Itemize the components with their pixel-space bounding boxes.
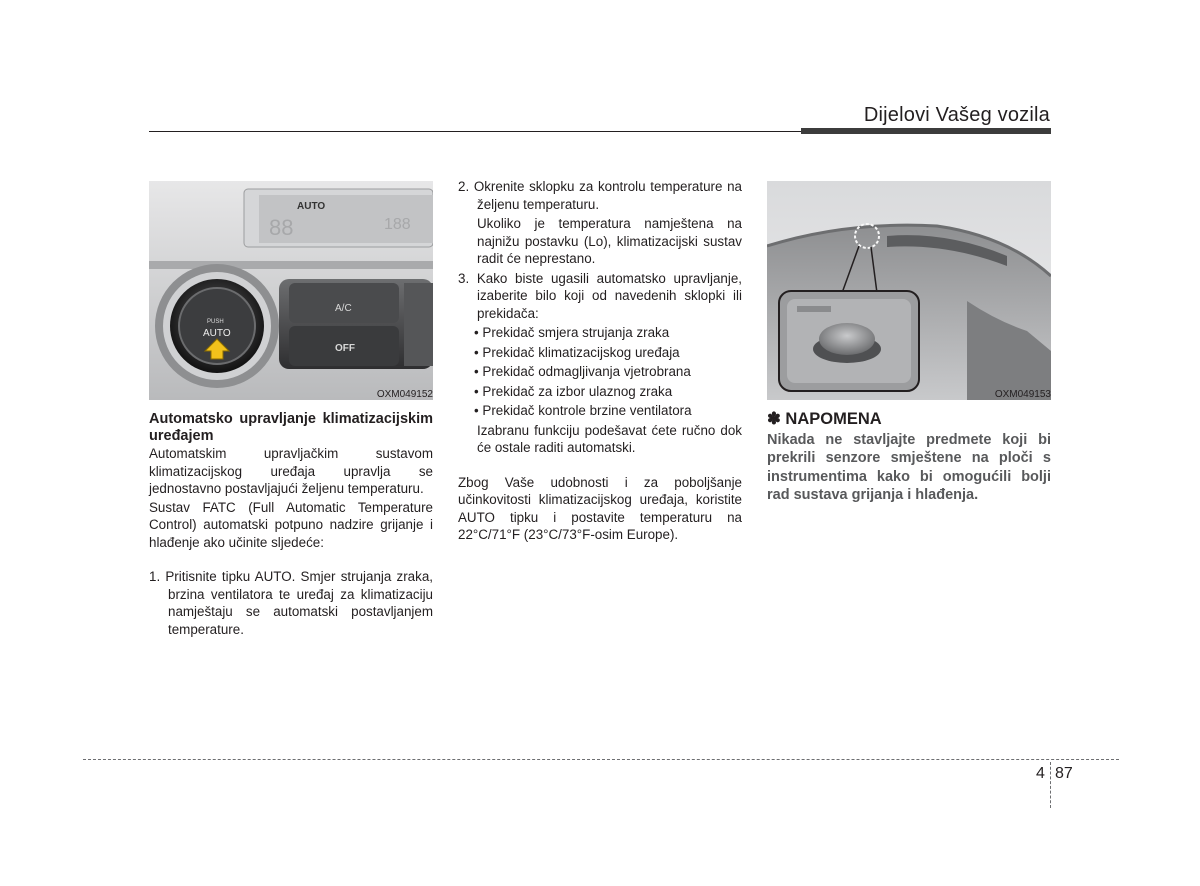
header-title: Dijelovi Vašeg vozila <box>863 104 1050 126</box>
step-1: 1. Pritisnite tipku AUTO. Smjer strujanja zraka, brzina ventilatora te uređaj za klimatizaciju namještaju se automatski postavljanjem temperature. <box>149 569 433 637</box>
ac-label: A/C <box>335 303 352 314</box>
list-item: • Prekidač smjera strujanja zraka <box>474 325 670 340</box>
list-item: • Prekidač odmagljivanja vjetrobrana <box>474 364 691 379</box>
chapter-number: 4 <box>1036 765 1045 782</box>
middle-final-paragraph: Zbog Vaše udobnosti i za poboljšanje učinkovitosti klimatizacijskog uređaja, koristite AUTO tipku i postavite temperaturu na 22°C/71°F (23°C/73°F-osim Europe). <box>458 474 742 542</box>
auto-button-label: AUTO <box>203 328 231 339</box>
step-2: 2. Okrenite sklopku za kontrolu temperature na željenu temperaturu. <box>458 179 742 212</box>
left-image-caption: OXM049152 <box>376 389 433 400</box>
list-item: • Prekidač klimatizacijskog uređaja <box>474 344 680 360</box>
bullets-after-text: Izabranu funkciju podešavat ćete ručno dok će ostale raditi automatski. <box>477 422 742 455</box>
footer-vertical-divider <box>1050 762 1051 808</box>
svg-text:88: 88 <box>269 215 294 240</box>
bullet-list <box>458 324 742 420</box>
display-auto-label: AUTO <box>297 201 326 212</box>
header-rule-thin <box>149 131 801 132</box>
left-paragraph-1: Automatskim upravljačkim sustavom klimatizacijskog uređaja upravlja se jednostavno postavljajući željenu temperaturu. <box>149 446 433 496</box>
section-heading: Automatsko upravljanje klimatizacijskim uređajem <box>149 411 433 444</box>
footer-dashed-line <box>83 759 1119 760</box>
off-label: OFF <box>335 343 355 354</box>
step-2-note: Ukoliko je temperatura namještena na najnižu postavku (Lo), klimatizacijski sustav radit će neprestano. <box>477 216 742 266</box>
svg-text:188: 188 <box>384 216 411 233</box>
list-item: • Prekidač kontrole brzine ventilatora <box>474 403 692 418</box>
climate-control-panel-image <box>149 181 433 400</box>
note-text: Nikada ne stavljajte predmete koji bi prekrili senzore smještene na ploči s instrumentima kako bi omogućili bolji rad sustava grijanja i hlađenja. <box>767 431 1051 503</box>
header-rule-thick <box>801 128 1051 134</box>
dashboard-sensor-image <box>767 181 1051 400</box>
step-3: 3. Kako biste ugasili automatsko upravljanje, izaberite bilo koji od navedenih sklopki ili prekidača: <box>458 270 742 321</box>
left-paragraph-2: Sustav FATC (Full Automatic Temperature Control) automatski potpuno nadzire grijanje i hlađenje ako učinite sljedeće: <box>149 499 433 550</box>
list-item: • Prekidač za izbor ulaznog zraka <box>474 383 673 399</box>
page-number: 87 <box>1055 765 1073 782</box>
note-title: ✽ NAPOMENA <box>767 410 882 428</box>
right-image-caption: OXM049153 <box>994 389 1051 400</box>
push-label: PUSH <box>207 319 224 325</box>
